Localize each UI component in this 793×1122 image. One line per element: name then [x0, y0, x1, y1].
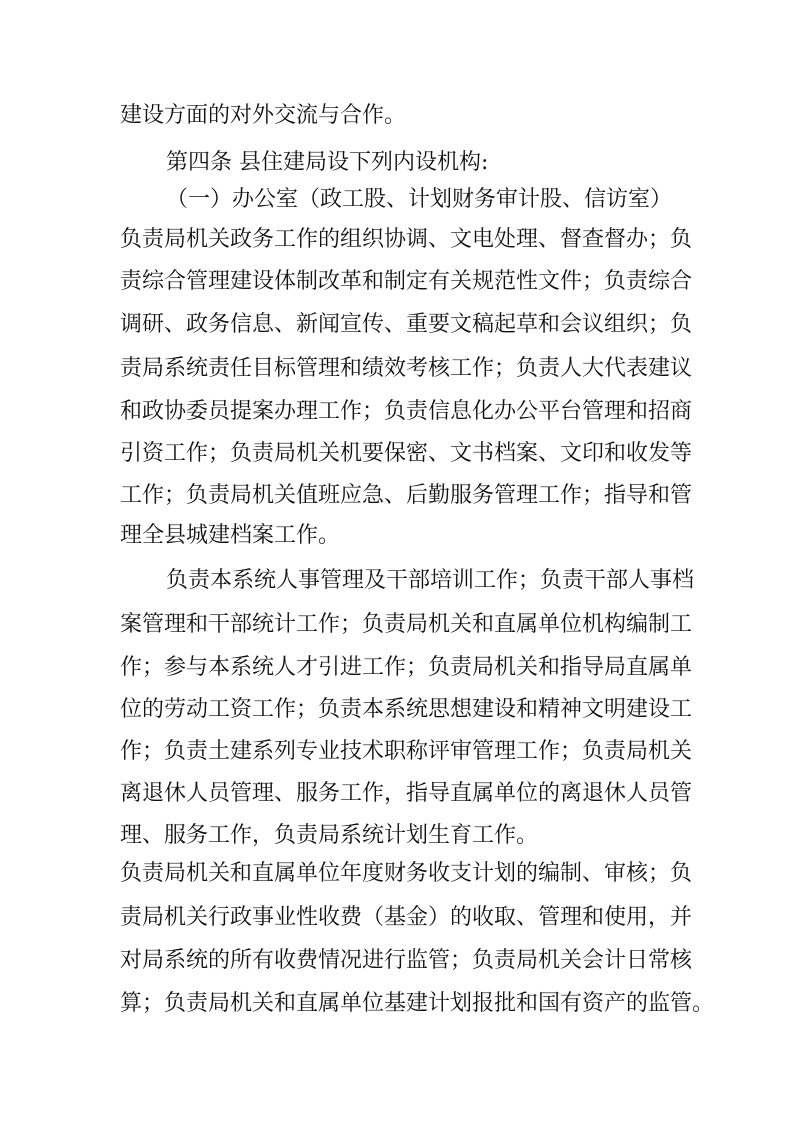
text-line: 负责局机关和直属单位年度财务收支计划的编制、审核；负: [120, 861, 693, 886]
article-heading: 第四条 县住建局设下列内设机构:: [166, 150, 489, 175]
section-heading: （一）办公室（政工股、计划财务审计股、信访室）: [166, 187, 673, 212]
text-line: 责局系统责任目标管理和绩效考核工作；负责人大代表建议: [120, 356, 693, 381]
text-line: 位的劳动工资工作；负责本系统思想建设和精神文明建设工: [120, 697, 693, 722]
text-line: 对局系统的所有收费情况进行监管；负责局机关会计日常核: [120, 948, 693, 973]
text-line: 和政协委员提案办理工作；负责信息化办公平台管理和招商: [120, 399, 693, 424]
text-line: 算；负责局机关和直属单位基建计划报批和国有资产的监管。: [120, 991, 715, 1016]
text-line: 引资工作；负责局机关机要保密、文书档案、文印和收发等: [120, 441, 693, 466]
text-line: 离退休人员管理、服务工作，指导直属单位的离退休人员管: [120, 781, 693, 806]
text-line: 工作；负责局机关值班应急、后勤服务管理工作；指导和管: [120, 483, 693, 508]
text-line: 案管理和干部统计工作；负责局机关和直属单位机构编制工: [120, 612, 693, 637]
text-line: 负责本系统人事管理及干部培训工作；负责干部人事档: [166, 568, 695, 593]
text-line: 负责局机关政务工作的组织协调、文电处理、督查督办；负: [120, 227, 693, 252]
text-line: 理、服务工作，负责局系统计划生育工作。: [120, 823, 539, 848]
text-line: 理全县城建档案工作。: [120, 523, 341, 548]
text-line: 责局机关行政事业性收费（基金）的收取、管理和使用，并: [120, 905, 693, 930]
text-line: 责综合管理建设体制改革和制定有关规范性文件；负责综合: [120, 269, 693, 294]
text-line: 建设方面的对外交流与合作。: [120, 103, 407, 128]
text-line: 调研、政务信息、新闻宣传、重要文稿起草和会议组织；负: [120, 312, 693, 337]
text-line: 作；参与本系统人才引进工作；负责局机关和指导局直属单: [120, 655, 693, 680]
text-line: 作；负责土建系列专业技术职称评审管理工作；负责局机关: [120, 739, 693, 764]
